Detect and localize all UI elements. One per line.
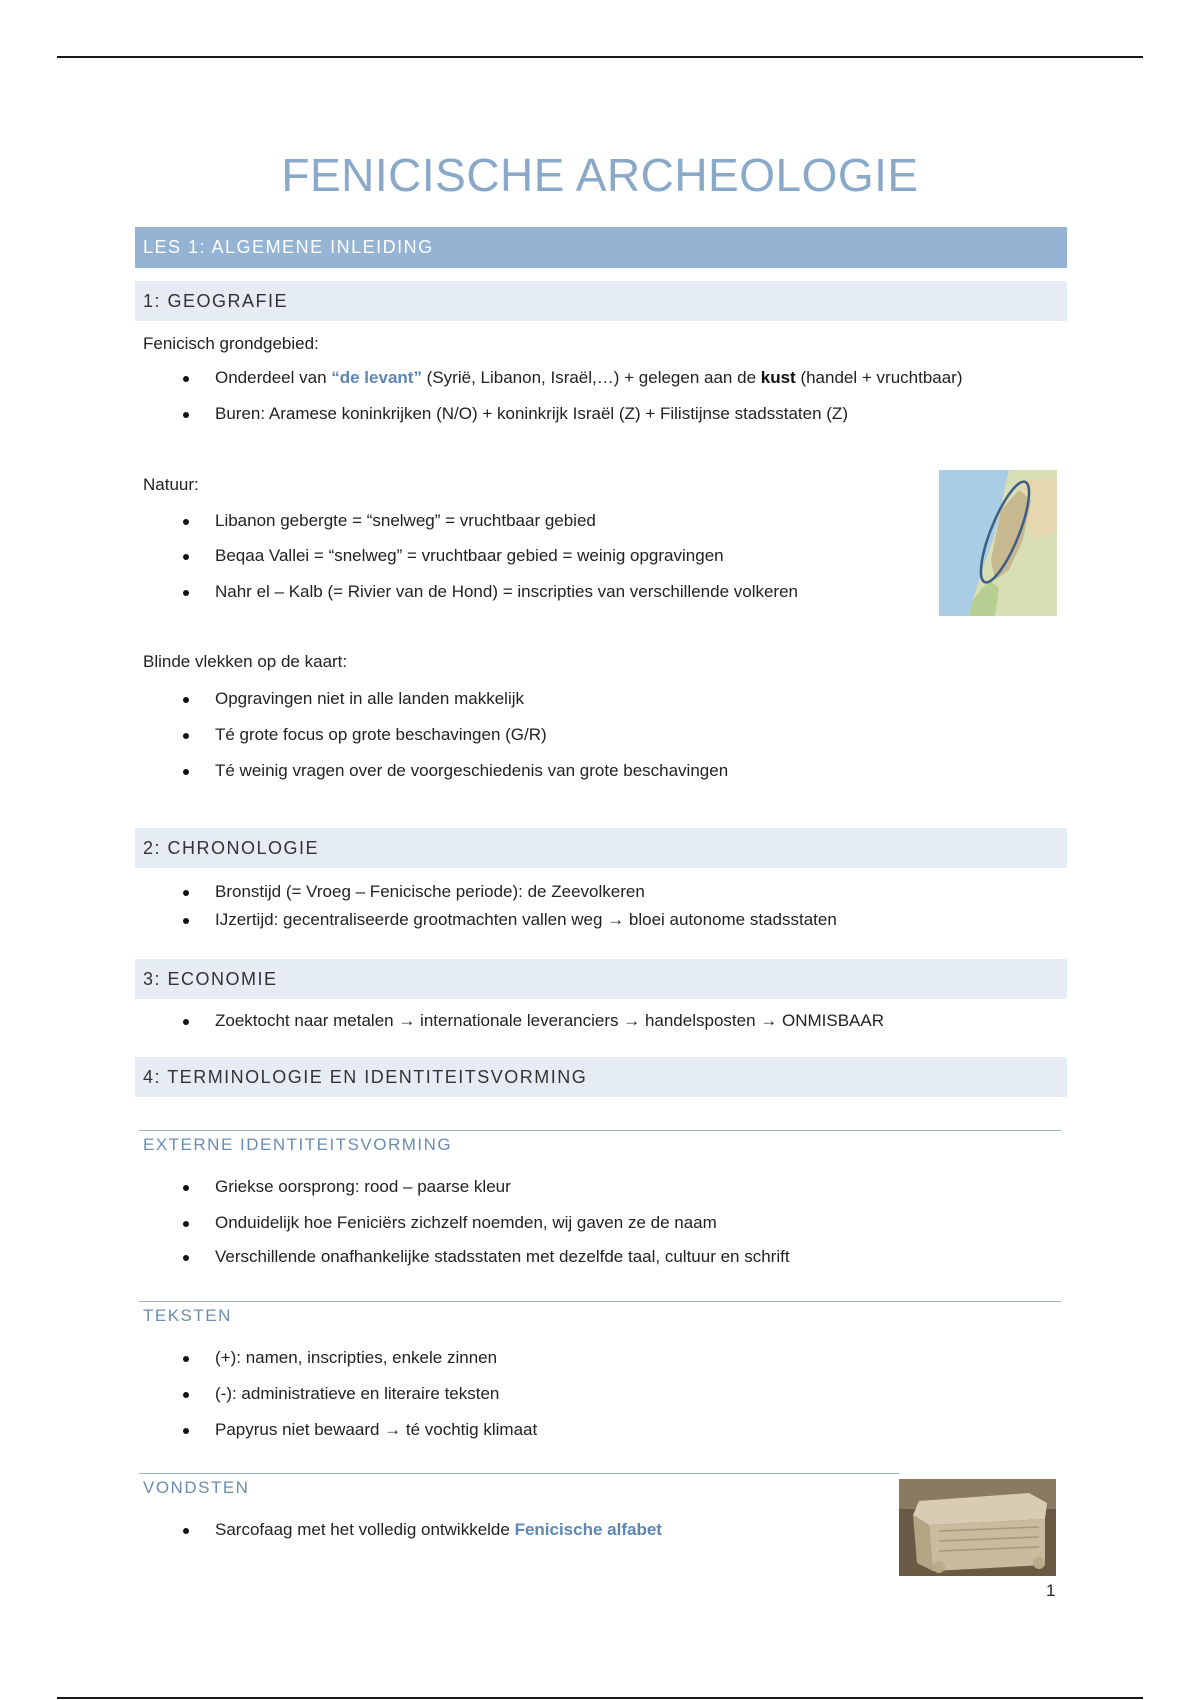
subheading-externe-identiteitsvorming: EXTERNE IDENTITEITSVORMING (139, 1130, 1061, 1155)
list-item: (-): administratieve en literaire teksten (215, 1384, 500, 1403)
text-span: (handel + vruchtbaar) (795, 368, 963, 387)
page-title: FENICISCHE ARCHEOLOGIE (281, 149, 919, 201)
list-item: Beqaa Vallei = “snelweg” = vruchtbaar gebied = weinig opgravingen (215, 546, 724, 565)
section-heading-geografie: 1: GEOGRAFIE (135, 281, 1067, 321)
section-heading-economie: 3: ECONOMIE (135, 959, 1067, 999)
list-item: (+): namen, inscripties, enkele zinnen (215, 1348, 498, 1367)
bold-kust: kust (760, 368, 796, 387)
list-item: Nahr el – Kalb (= Rivier van de Hond) = inscripties van verschillende volkeren (215, 582, 799, 601)
list-item: Onduidelijk hoe Feniciërs zichzelf noemden, wij gaven ze de naam (215, 1213, 717, 1232)
bottom-rule (57, 1697, 1143, 1699)
highlight-levant: “de levant” (331, 368, 422, 387)
list-item: Té grote focus op grote beschavingen (G/R) (215, 725, 547, 744)
list-item: Papyrus niet bewaard → té vochtig klimaat (215, 1420, 538, 1439)
list-item: Bronstijd (= Vroeg – Fenicische periode): de Zeevolkeren (215, 882, 645, 901)
subheading-teksten: TEKSTEN (139, 1301, 1061, 1326)
list-item (215, 368, 963, 388)
list-item: Buren: Aramese koninkrijken (N/O) + koninkrijk Israël (Z) + Filistijnse stadsstaten (Z) (215, 404, 848, 423)
section-heading-terminologie: 4: TERMINOLOGIE EN IDENTITEITSVORMING (135, 1057, 1067, 1097)
highlight-fenicische-alfabet: Fenicische alfabet (514, 1520, 662, 1539)
text-span: Sarcofaag met het volledig ontwikkelde (215, 1520, 515, 1539)
list-item: Té weinig vragen over de voorgeschiedenis van grote beschavingen (215, 761, 729, 780)
lesson-heading: LES 1: ALGEMENE INLEIDING (135, 227, 1067, 268)
text-span: (Syrië, Libanon, Israël,…) + gelegen aan de (421, 368, 761, 387)
list-item: Verschillende onafhankelijke stadsstaten met dezelfde taal, cultuur en schrift (215, 1247, 790, 1266)
page-number: 1 (1046, 1581, 1056, 1600)
natuur-label: Natuur: (143, 475, 199, 494)
blinde-vlekken-label: Blinde vlekken op de kaart: (143, 652, 348, 671)
list-item: Griekse oorsprong: rood – paarse kleur (215, 1177, 511, 1196)
list-item: Libanon gebergte = “snelweg” = vruchtbaar gebied (215, 511, 596, 530)
sarcophagus-image (899, 1479, 1056, 1576)
list-item: Zoektocht naar metalen → internationale leveranciers → handelsposten → ONMISBAAR (215, 1011, 884, 1030)
subheading-vondsten: VONDSTEN (139, 1473, 899, 1498)
section-heading-chronologie: 2: CHRONOLOGIE (135, 828, 1067, 868)
list-item: IJzertijd: gecentraliseerde grootmachten vallen weg → bloei autonome stadsstaten (215, 910, 837, 929)
levant-map-image (939, 470, 1057, 616)
list-item: Opgravingen niet in alle landen makkelijk (215, 689, 525, 708)
text-span: Onderdeel van (215, 368, 332, 387)
grondgebied-label: Fenicisch grondgebied: (143, 334, 319, 353)
list-item (215, 1520, 662, 1540)
